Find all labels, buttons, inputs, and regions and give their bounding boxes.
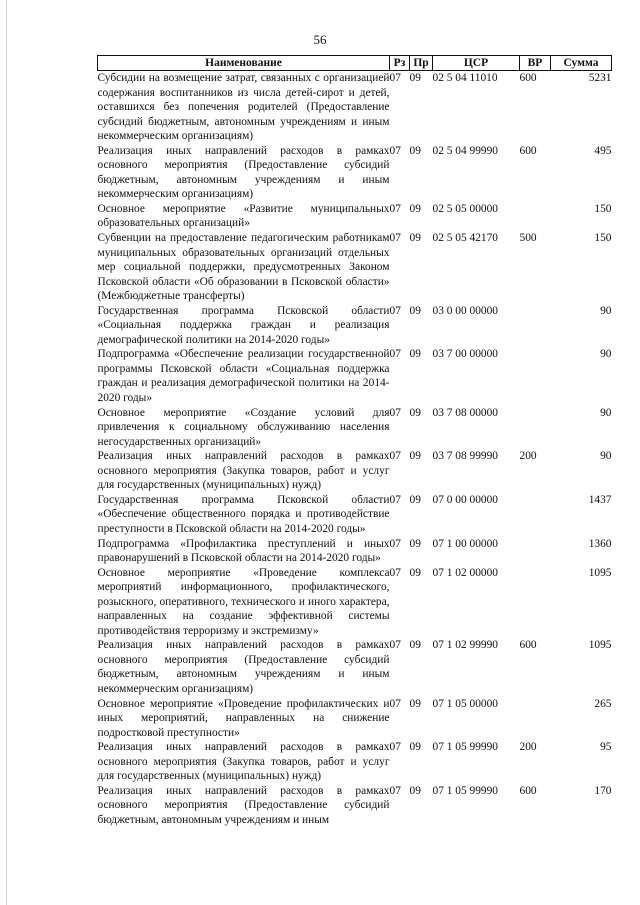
row-pr: 09	[409, 537, 421, 550]
row-rz: 07	[389, 566, 401, 579]
row-name: Основное мероприятие «Создание условий для привлечения к социальному обслуживанию населения негосударственных организаций»	[97, 406, 390, 448]
row-rz: 07	[389, 72, 401, 84]
row-pr: 09	[409, 348, 421, 361]
row-csr: 02 5 05 00000	[432, 202, 498, 215]
row-pr: 09	[409, 202, 421, 215]
row-csr: 07 0 00 00000	[432, 493, 498, 506]
row-name: Реализация иных направлений расходов в рамках основного мероприятия (Предоставление субсидий бюджетным, автономным учреждениям и иным	[97, 784, 390, 826]
header-sum: Сумма	[551, 56, 612, 71]
row-csr: 07 1 05 99990	[432, 784, 498, 797]
row-rz: 07	[389, 493, 401, 506]
row-pr: 09	[409, 72, 421, 84]
header-pr: Пр	[410, 56, 433, 71]
row-name: Реализация иных направлений расходов в рамках основного мероприятия (Закупка товаров, работ и услуг для государственных (муниципальных) нужд)	[97, 450, 390, 492]
table-row	[98, 406, 612, 450]
row-rz: 07	[389, 697, 401, 710]
row-pr: 09	[409, 304, 421, 317]
row-vr: 200	[519, 450, 537, 463]
table-row	[98, 493, 612, 537]
row-sum: 90	[600, 450, 612, 463]
row-vr: 600	[519, 784, 537, 797]
row-vr	[520, 406, 551, 450]
row-rz: 07	[389, 537, 401, 550]
row-name: Государственная программа Псковской области «Социальная поддержка граждан и реализация демографической политики на 2014-2020 годы»	[97, 304, 390, 346]
table-row	[98, 231, 612, 304]
row-csr: 03 7 08 00000	[432, 406, 498, 419]
row-rz: 07	[389, 639, 401, 652]
row-sum: 90	[600, 304, 612, 317]
table-row	[98, 537, 612, 566]
row-vr: 200	[519, 741, 537, 754]
row-pr: 09	[409, 406, 421, 419]
row-vr: 600	[519, 639, 537, 652]
row-sum: 5231	[588, 72, 612, 84]
row-name: Реализация иных направлений расходов в рамках основного мероприятия (Закупка товаров, работ и услуг для государственных (муниципальных) нужд)	[97, 741, 390, 783]
row-vr	[520, 566, 551, 639]
row-name: Реализация иных направлений расходов в рамках основного мероприятия (Предоставление субсидий бюджетным, автономным учреждениям и иным некоммерческим организациям)	[97, 639, 390, 695]
row-sum: 90	[600, 348, 612, 361]
row-sum: 150	[594, 202, 612, 215]
table-row	[98, 740, 612, 784]
table-header-row	[98, 56, 612, 71]
table-row	[98, 144, 612, 202]
row-csr: 02 5 05 42170	[432, 232, 498, 245]
header-rz: Рз	[390, 56, 410, 71]
row-sum: 150	[594, 232, 612, 245]
row-name: Основное мероприятие «Проведение комплекса мероприятий информационного, профилактического, розыскного, оперативного, технического и иного характера, направленных на создание эффективной системы противодействия терроризму и экстремизму»	[97, 566, 390, 637]
row-pr: 09	[409, 450, 421, 463]
row-sum: 90	[600, 406, 612, 419]
table-row	[98, 638, 612, 696]
table-row	[98, 697, 612, 741]
row-name: Основное мероприятие «Развитие муниципальных образовательных организаций»	[97, 202, 390, 230]
row-name: Основное мероприятие «Проведение профилактических и иных мероприятий, направленных на снижение подростковой преступности»	[97, 697, 390, 739]
row-vr	[520, 537, 551, 566]
row-vr: 600	[519, 144, 537, 157]
table-row	[98, 347, 612, 405]
row-csr: 03 7 00 00000	[432, 348, 498, 361]
row-pr: 09	[409, 493, 421, 506]
row-name: Подпрограмма «Обеспечение реализации государственной программы Псковской области «Социальная поддержка граждан и реализация демографической политики на 2014-2020 годы»	[97, 348, 390, 405]
table-row	[98, 202, 612, 231]
row-vr	[520, 304, 551, 348]
row-sum: 95	[600, 741, 612, 754]
row-pr: 09	[409, 639, 421, 652]
row-name: Субвенции на предоставление педагогическим работникам муниципальных образовательных организаций отдельных мер социальной поддержки, предусмотренных Законом Псковской области «Об образовании в Псковской области» (Межбюджетные трансферты)	[97, 232, 390, 303]
row-rz: 07	[389, 202, 401, 215]
row-rz: 07	[389, 406, 401, 419]
row-pr: 09	[409, 144, 421, 157]
row-rz: 07	[389, 741, 401, 754]
row-vr	[520, 493, 551, 537]
row-csr: 02 5 04 99990	[432, 144, 498, 157]
row-rz: 07	[389, 304, 401, 317]
row-name: Государственная программа Псковской области «Обеспечение общественного порядка и противодействие преступности в Псковской области на 2014-2020 годы»	[97, 493, 390, 535]
row-sum: 495	[594, 144, 612, 157]
header-vr: ВР	[520, 56, 551, 71]
row-sum: 265	[594, 697, 612, 710]
row-pr: 09	[409, 232, 421, 245]
row-pr: 09	[409, 784, 421, 797]
row-sum: 1095	[588, 639, 612, 652]
row-csr: 07 1 05 00000	[432, 697, 498, 710]
header-csr: ЦСР	[433, 56, 520, 71]
row-vr	[520, 697, 551, 741]
table-row	[98, 71, 612, 144]
row-csr: 07 1 05 99990	[432, 741, 498, 754]
row-rz: 07	[389, 450, 401, 463]
row-csr: 03 0 00 00000	[432, 304, 498, 317]
header-name: Наименование	[98, 56, 390, 71]
row-csr: 07 1 00 00000	[432, 537, 498, 550]
row-rz: 07	[389, 232, 401, 245]
row-sum: 1360	[588, 537, 612, 550]
row-pr: 09	[409, 697, 421, 710]
row-name: Реализация иных направлений расходов в рамках основного мероприятия (Предоставление субсидий бюджетным, автономным учреждениям и иным некоммерческим организациям)	[97, 144, 390, 201]
row-pr: 09	[409, 566, 421, 579]
table-row	[98, 304, 612, 348]
scan-margin-line	[6, 0, 7, 905]
row-csr: 07 1 02 99990	[432, 639, 498, 652]
table-row	[98, 566, 612, 639]
row-vr: 500	[519, 232, 537, 245]
row-vr	[520, 202, 551, 231]
row-csr: 03 7 08 99990	[432, 450, 498, 463]
row-csr: 02 5 04 11010	[432, 72, 498, 84]
row-sum: 1095	[588, 566, 612, 579]
row-rz: 07	[389, 784, 401, 797]
row-vr	[520, 347, 551, 405]
table-row	[98, 449, 612, 493]
table-row	[98, 784, 612, 828]
row-rz: 07	[389, 144, 401, 157]
row-name: Подпрограмма «Профилактика преступлений и иных правонарушений в Псковской области на 2014-2020 годы»	[97, 537, 390, 565]
row-pr: 09	[409, 741, 421, 754]
row-sum: 170	[594, 784, 612, 797]
page-number: 56	[313, 32, 327, 47]
row-csr: 07 1 02 00000	[432, 566, 498, 579]
row-name: Субсидии на возмещение затрат, связанных с организацией содержания воспитанников из числа детей-сирот и детей, оставшихся без попечения родителей (Предоставление субсидий бюджетным, автономным учреждениям и иным некоммерческим организациям)	[97, 72, 390, 143]
row-rz: 07	[389, 348, 401, 361]
row-sum: 1437	[588, 493, 612, 506]
budget-table	[97, 55, 612, 827]
row-vr: 600	[519, 72, 537, 84]
